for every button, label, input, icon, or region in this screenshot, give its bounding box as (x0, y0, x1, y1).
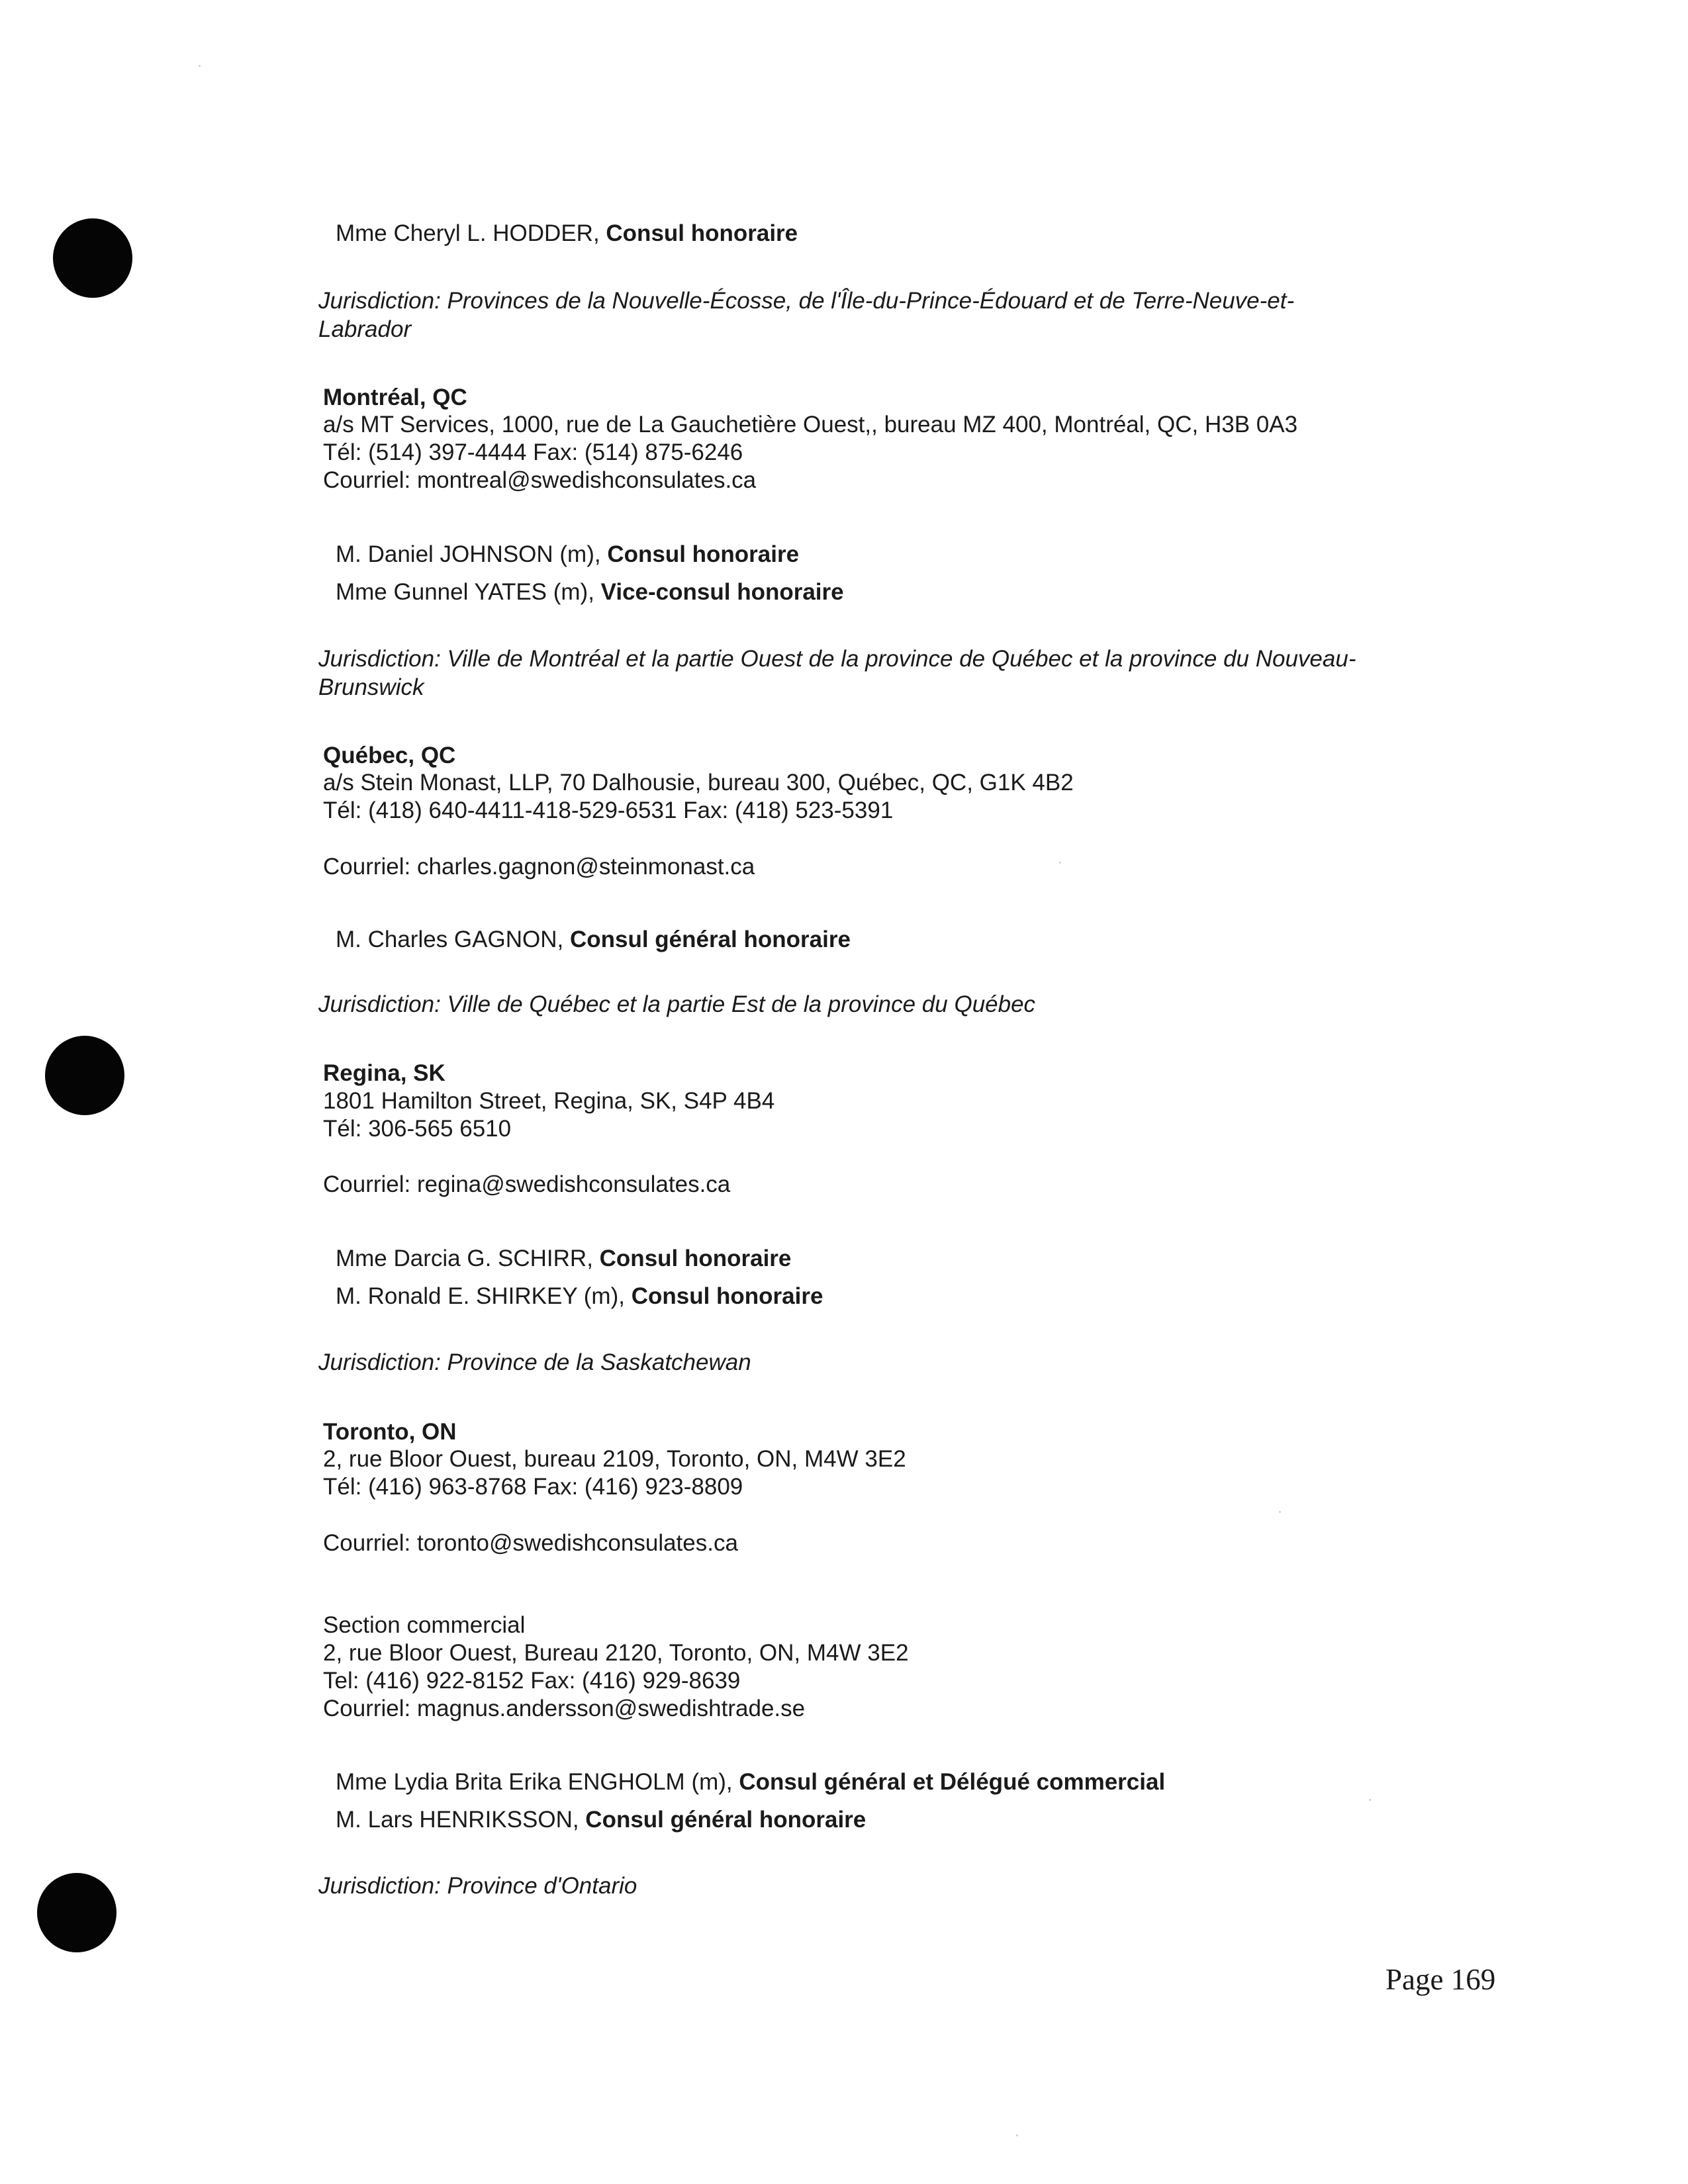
address-line: a/s Stein Monast, LLP, 70 Dalhousie, bureau 300, Québec, QC, G1K 4B2 (323, 770, 1074, 796)
person-line (336, 1768, 1165, 1796)
city-heading: Québec, QC (323, 743, 456, 768)
scan-speck (1279, 1511, 1281, 1513)
email-line: Courriel: montreal@swedishconsulates.ca (323, 467, 757, 493)
jurisdiction-text: Province d'Ontario (447, 1873, 637, 1899)
person-title: Vice-consul honoraire (600, 579, 844, 605)
person-line (336, 540, 799, 569)
person-line (336, 219, 798, 248)
jurisdiction-line (318, 287, 1294, 315)
address-line: 1801 Hamilton Street, Regina, SK, S4P 4B4 (323, 1088, 775, 1114)
jurisdiction-text: Ville de Montréal et la partie Ouest de la province de Québec et la province du Nouveau- (447, 646, 1356, 672)
scan-speck (199, 65, 201, 67)
city-heading: Toronto, ON (323, 1419, 457, 1445)
person-title: Consul général honoraire (569, 927, 851, 952)
commercial-phone-line: Tel: (416) 922-8152 Fax: (416) 929-8639 (323, 1668, 741, 1694)
scan-speck (1016, 2134, 1018, 2136)
email-line: Courriel: toronto@swedishconsulates.ca (323, 1530, 738, 1556)
page-number: Page 169 (1385, 1963, 1496, 1996)
person-name: Mme Darcia G. SCHIRR, (336, 1246, 600, 1271)
jurisdiction-line (318, 1872, 637, 1900)
punch-hole-top (53, 218, 132, 298)
phone-line: Tél: 306-565 6510 (323, 1116, 512, 1142)
phone-line: Tél: (418) 640-4411-418-529-6531 Fax: (418) 523-5391 (323, 797, 894, 823)
phone-line: Tél: (514) 397-4444 Fax: (514) 875-6246 (323, 439, 743, 465)
phone-line: Tél: (416) 963-8768 Fax: (416) 923-8809 (323, 1474, 743, 1500)
person-title: Consul général et Délégué commercial (739, 1769, 1166, 1795)
commercial-email-line: Courriel: magnus.andersson@swedishtrade.se (323, 1696, 806, 1721)
address-line: 2, rue Bloor Ouest, bureau 2109, Toronto, ON, M4W 3E2 (323, 1446, 906, 1472)
jurisdiction-label: Jurisdiction: (318, 1349, 441, 1375)
punch-hole-middle (45, 1036, 124, 1115)
scan-speck (1369, 1799, 1371, 1801)
jurisdiction-text: Provinces de la Nouvelle-Écosse, de l'Île-du-Prince-Édouard et de Terre-Neuve-et- (447, 288, 1295, 314)
jurisdiction-line (318, 1348, 751, 1377)
person-title: Consul général honoraire (585, 1807, 867, 1833)
jurisdiction-text: Province de la Saskatchewan (447, 1349, 751, 1375)
city-heading: Regina, SK (323, 1060, 445, 1086)
commercial-heading: Section commercial (323, 1612, 526, 1638)
person-line (336, 1244, 791, 1273)
person-name: M. Lars HENRIKSSON, (336, 1807, 586, 1833)
person-name: Mme Cheryl L. HODDER, (336, 220, 606, 246)
person-line (336, 578, 844, 606)
jurisdiction-line (318, 645, 1356, 673)
person-line (336, 1805, 866, 1834)
person-title: Consul honoraire (607, 541, 800, 567)
address-line: a/s MT Services, 1000, rue de La Gauchetière Ouest,, bureau MZ 400, Montréal, QC, H3B 0A3 (323, 412, 1298, 437)
email-line: Courriel: regina@swedishconsulates.ca (323, 1171, 731, 1197)
person-name: Mme Lydia Brita Erika ENGHOLM (m), (336, 1769, 739, 1795)
jurisdiction-line (318, 990, 1035, 1019)
person-title: Consul honoraire (599, 1246, 792, 1271)
person-title: Consul honoraire (606, 220, 798, 246)
person-name: M. Daniel JOHNSON (m), (336, 541, 608, 567)
city-heading: Montréal, QC (323, 385, 467, 410)
jurisdiction-label: Jurisdiction: (318, 288, 441, 314)
punch-hole-bottom (37, 1873, 117, 1952)
email-line: Courriel: charles.gagnon@steinmonast.ca (323, 854, 755, 880)
commercial-address-line: 2, rue Bloor Ouest, Bureau 2120, Toronto, ON, M4W 3E2 (323, 1640, 909, 1666)
person-line (336, 1282, 823, 1310)
jurisdiction-continuation: Brunswick (318, 674, 424, 700)
jurisdiction-label: Jurisdiction: (318, 1873, 441, 1899)
person-name: Mme Gunnel YATES (m), (336, 579, 601, 605)
person-line (336, 925, 851, 954)
person-title: Consul honoraire (631, 1283, 823, 1309)
jurisdiction-continuation: Labrador (318, 316, 412, 342)
person-name: M. Charles GAGNON, (336, 927, 570, 952)
jurisdiction-label: Jurisdiction: (318, 991, 441, 1017)
jurisdiction-label: Jurisdiction: (318, 646, 441, 672)
person-name: M. Ronald E. SHIRKEY (m), (336, 1283, 632, 1309)
jurisdiction-text: Ville de Québec et la partie Est de la province du Québec (447, 991, 1036, 1017)
scan-speck (1059, 862, 1061, 864)
